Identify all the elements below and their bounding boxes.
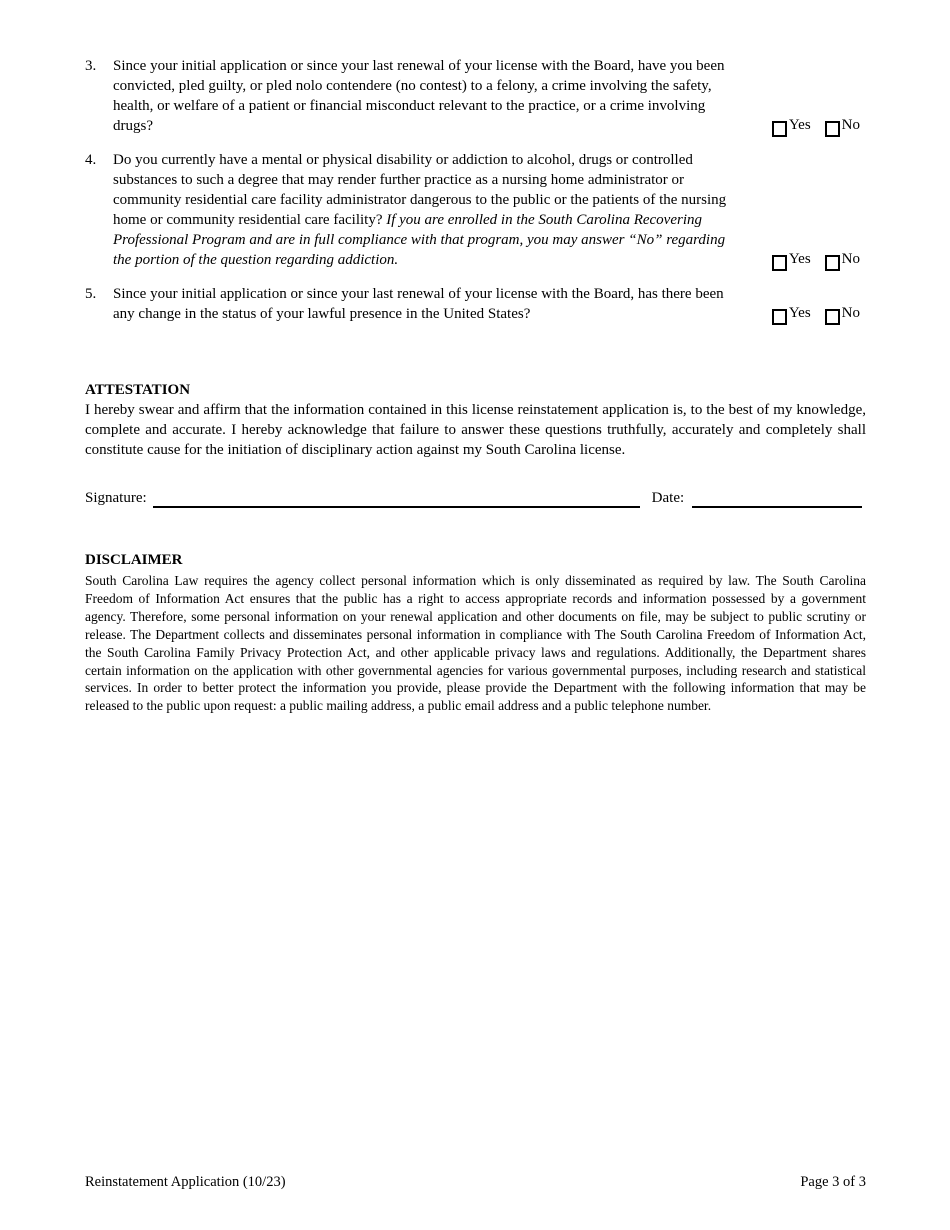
page-content — [85, 56, 866, 715]
page-footer — [85, 1173, 866, 1192]
signature-row — [85, 486, 866, 508]
question-4-options — [772, 249, 860, 269]
question-5-no-checkbox[interactable] — [825, 309, 840, 325]
question-3-number: 3. — [85, 58, 97, 74]
question-4-yes-checkbox[interactable] — [772, 255, 787, 271]
question-3-text — [113, 56, 743, 136]
question-3-text-body: Since your initial application or since your last renewal of your license with the Board, have you been convicted, pled guilty, or pled nolo contendere (no contest) to a felony, a crime involving the safety, health, or welfare of a patient or financial misconduct relevant to the practice, or a crime involving drugs? — [113, 58, 725, 134]
question-4-text — [113, 150, 743, 270]
question-5 — [85, 284, 866, 324]
question-5-number: 5. — [85, 286, 97, 302]
signature-label: Signature: — [85, 490, 147, 506]
question-4-number: 4. — [85, 152, 97, 168]
footer-page-number: Page 3 of 3 — [800, 1174, 866, 1190]
attestation-body: I hereby swear and affirm that the information contained in this license reinstatement application is, to the best of my knowledge, complete and accurate. I hereby acknowledge that failure to answer these questions truthfully, accurately and completely shall constitute cause for the initiation of disciplinary action against my South Carolina license. — [85, 402, 866, 458]
question-4-yes-label: Yes — [788, 251, 811, 267]
question-5-yes-checkbox[interactable] — [772, 309, 787, 325]
date-label: Date: — [651, 490, 685, 506]
footer-document-title: Reinstatement Application (10/23) — [85, 1174, 286, 1190]
question-3-yes-checkbox[interactable] — [772, 121, 787, 137]
date-line[interactable] — [692, 492, 862, 508]
question-3 — [85, 56, 866, 136]
attestation-heading: ATTESTATION — [85, 382, 191, 398]
question-3-options — [772, 115, 860, 135]
question-5-yes-label: Yes — [788, 305, 811, 321]
question-4-text-body: Do you currently have a mental or physical disability or addiction to alcohol, drugs or controlled substances to such a degree that may render further practice as a nursing home administrator or community residential care facility administrator dangerous to the public or the patients of the nursing home or community residential care facility? — [113, 152, 727, 228]
question-5-text-body: Since your initial application or since your last renewal of your license with the Board, has there been any change in the status of your lawful presence in the United States? — [113, 286, 724, 322]
question-4-no-checkbox[interactable] — [825, 255, 840, 271]
question-5-text — [113, 284, 743, 324]
signature-line[interactable] — [153, 492, 640, 508]
question-4 — [85, 150, 866, 270]
question-3-no-label: No — [841, 117, 860, 133]
question-5-no-label: No — [841, 305, 860, 321]
question-5-options — [772, 303, 860, 323]
question-3-no-checkbox[interactable] — [825, 121, 840, 137]
question-3-yes-label: Yes — [788, 117, 811, 133]
question-4-no-label: No — [841, 251, 860, 267]
disclaimer-body: South Carolina Law requires the agency collect personal information which is only disseminated as required by law. The South Carolina Freedom of Information Act ensures that the public has a right to access appropriate records and information possessed by a government agency. Therefore, some personal information on your renewal application and other documents on file, may be subject to public scrutiny or release. The Department collects and disseminates personal information in compliance with The South Carolina Freedom of Information Act, the South Carolina Family Privacy Protection Act, and other applicable privacy laws and regulations. Additionally, the Department shares certain information on the application with other governmental agencies for various governmental purposes, including research and statistical services. In order to better protect the information you provide, please provide the Department with the following information that may be released to the public upon request: a public mailing address, a public email address and a public telephone number. — [85, 573, 866, 714]
question-4-italic-note: If you are enrolled in the South Carolina Recovering Professional Program and are in full compliance with that program, you may answer “No” regarding the portion of the question regarding addiction. — [113, 212, 726, 268]
disclaimer-heading: DISCLAIMER — [85, 552, 183, 568]
